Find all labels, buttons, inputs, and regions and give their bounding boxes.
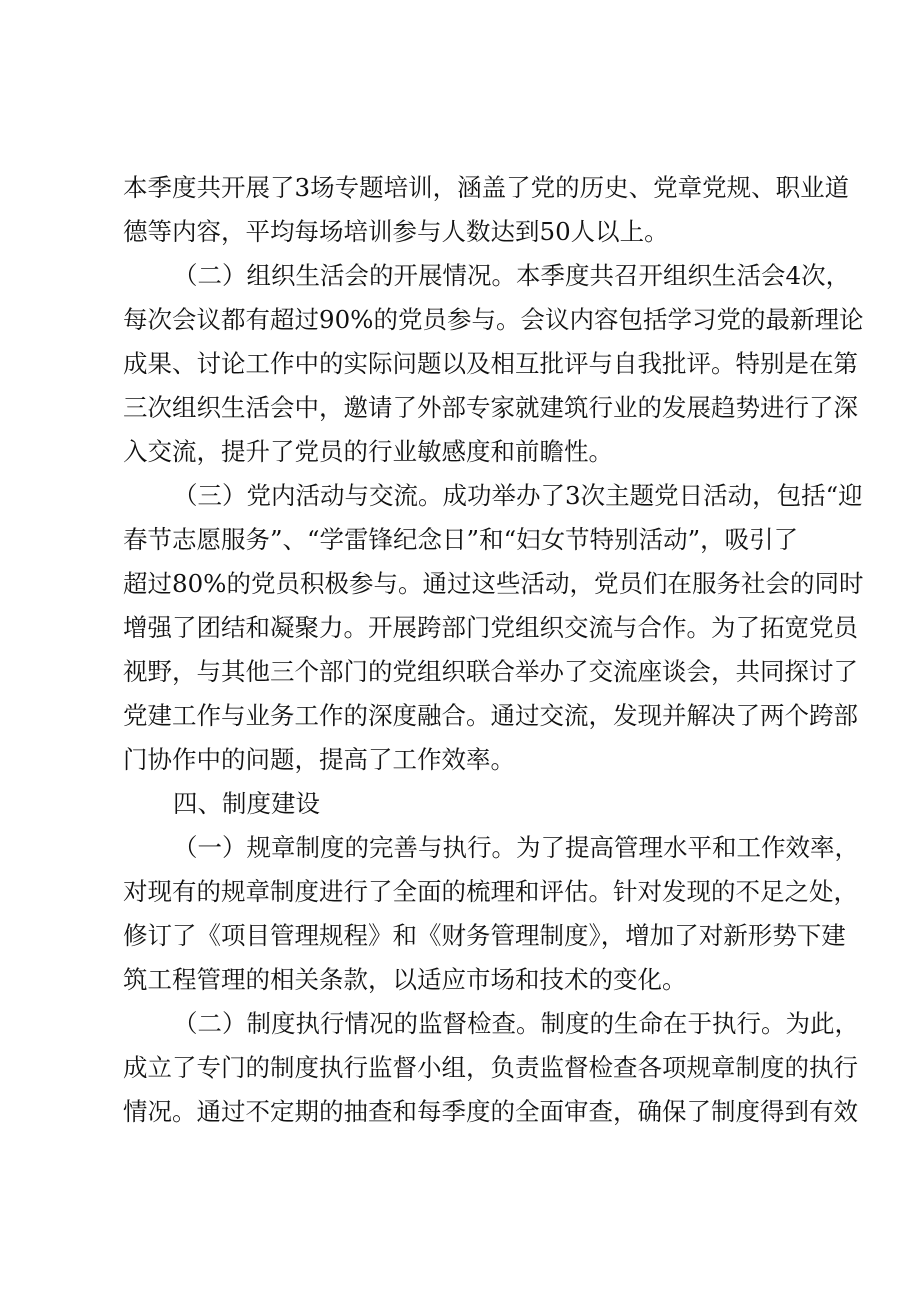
text-line-4: 每次会议都有超过90%的党员参与。会议内容包括学习党的最新理论 bbox=[123, 305, 864, 334]
text-line-12: 视野，与其他三个部门的党组织联合举办了交流座谈会，共同探讨了 bbox=[123, 657, 858, 686]
text-line-11: 增强了团结和凝聚力。开展跨部门党组织交流与合作。为了拓宽党员 bbox=[123, 613, 858, 642]
text-line-8: （三）党内活动与交流。成功举办了3次主题党日活动，包括“迎 bbox=[173, 481, 863, 510]
text-line-18: 修订了《项目管理规程》和《财务管理制度》，增加了对新形势下建 bbox=[123, 921, 846, 950]
text-line-13: 党建工作与业务工作的深度融合。通过交流，发现并解决了两个跨部 bbox=[123, 701, 858, 730]
text-line-17: 对现有的规章制度进行了全面的梳理和评估。针对发现的不足之处， bbox=[123, 877, 858, 906]
text-line-9: 春节志愿服务”、“学雷锋纪念日”和“妇女节特别活动”，吸引了 bbox=[123, 525, 799, 554]
text-line-10: 超过80%的党员积极参与。通过这些活动，党员们在服务社会的同时 bbox=[123, 569, 864, 598]
text-line-2: 德等内容，平均每场培训参与人数达到50人以上。 bbox=[123, 217, 669, 246]
text-line-16: （一）规章制度的完善与执行。为了提高管理水平和工作效率， bbox=[173, 833, 859, 862]
text-line-14: 门协作中的问题，提高了工作效率。 bbox=[123, 745, 515, 774]
text-line-3: （二）组织生活会的开展情况。本季度共召开组织生活会4次， bbox=[173, 261, 851, 290]
text-line-5: 成果、讨论工作中的实际问题以及相互批评与自我批评。特别是在第 bbox=[123, 349, 858, 378]
text-line-22: 情况。通过不定期的抽查和每季度的全面审查，确保了制度得到有效 bbox=[123, 1097, 858, 1126]
text-line-7: 入交流，提升了党员的行业敏感度和前瞻性。 bbox=[123, 437, 613, 466]
text-line-1: 本季度共开展了3场专题培训，涵盖了党的历史、党章党规、职业道 bbox=[123, 173, 850, 202]
text-line-19: 筑工程管理的相关条款，以适应市场和技术的变化。 bbox=[123, 965, 687, 994]
text-line-20: （二）制度执行情况的监督检查。制度的生命在于执行。为此， bbox=[173, 1009, 859, 1038]
text-line-21: 成立了专门的制度执行监督小组，负责监督检查各项规章制度的执行 bbox=[123, 1053, 858, 1082]
section-heading: 四、制度建设 bbox=[173, 789, 320, 818]
text-line-6: 三次组织生活会中，邀请了外部专家就建筑行业的发展趋势进行了深 bbox=[123, 393, 858, 422]
